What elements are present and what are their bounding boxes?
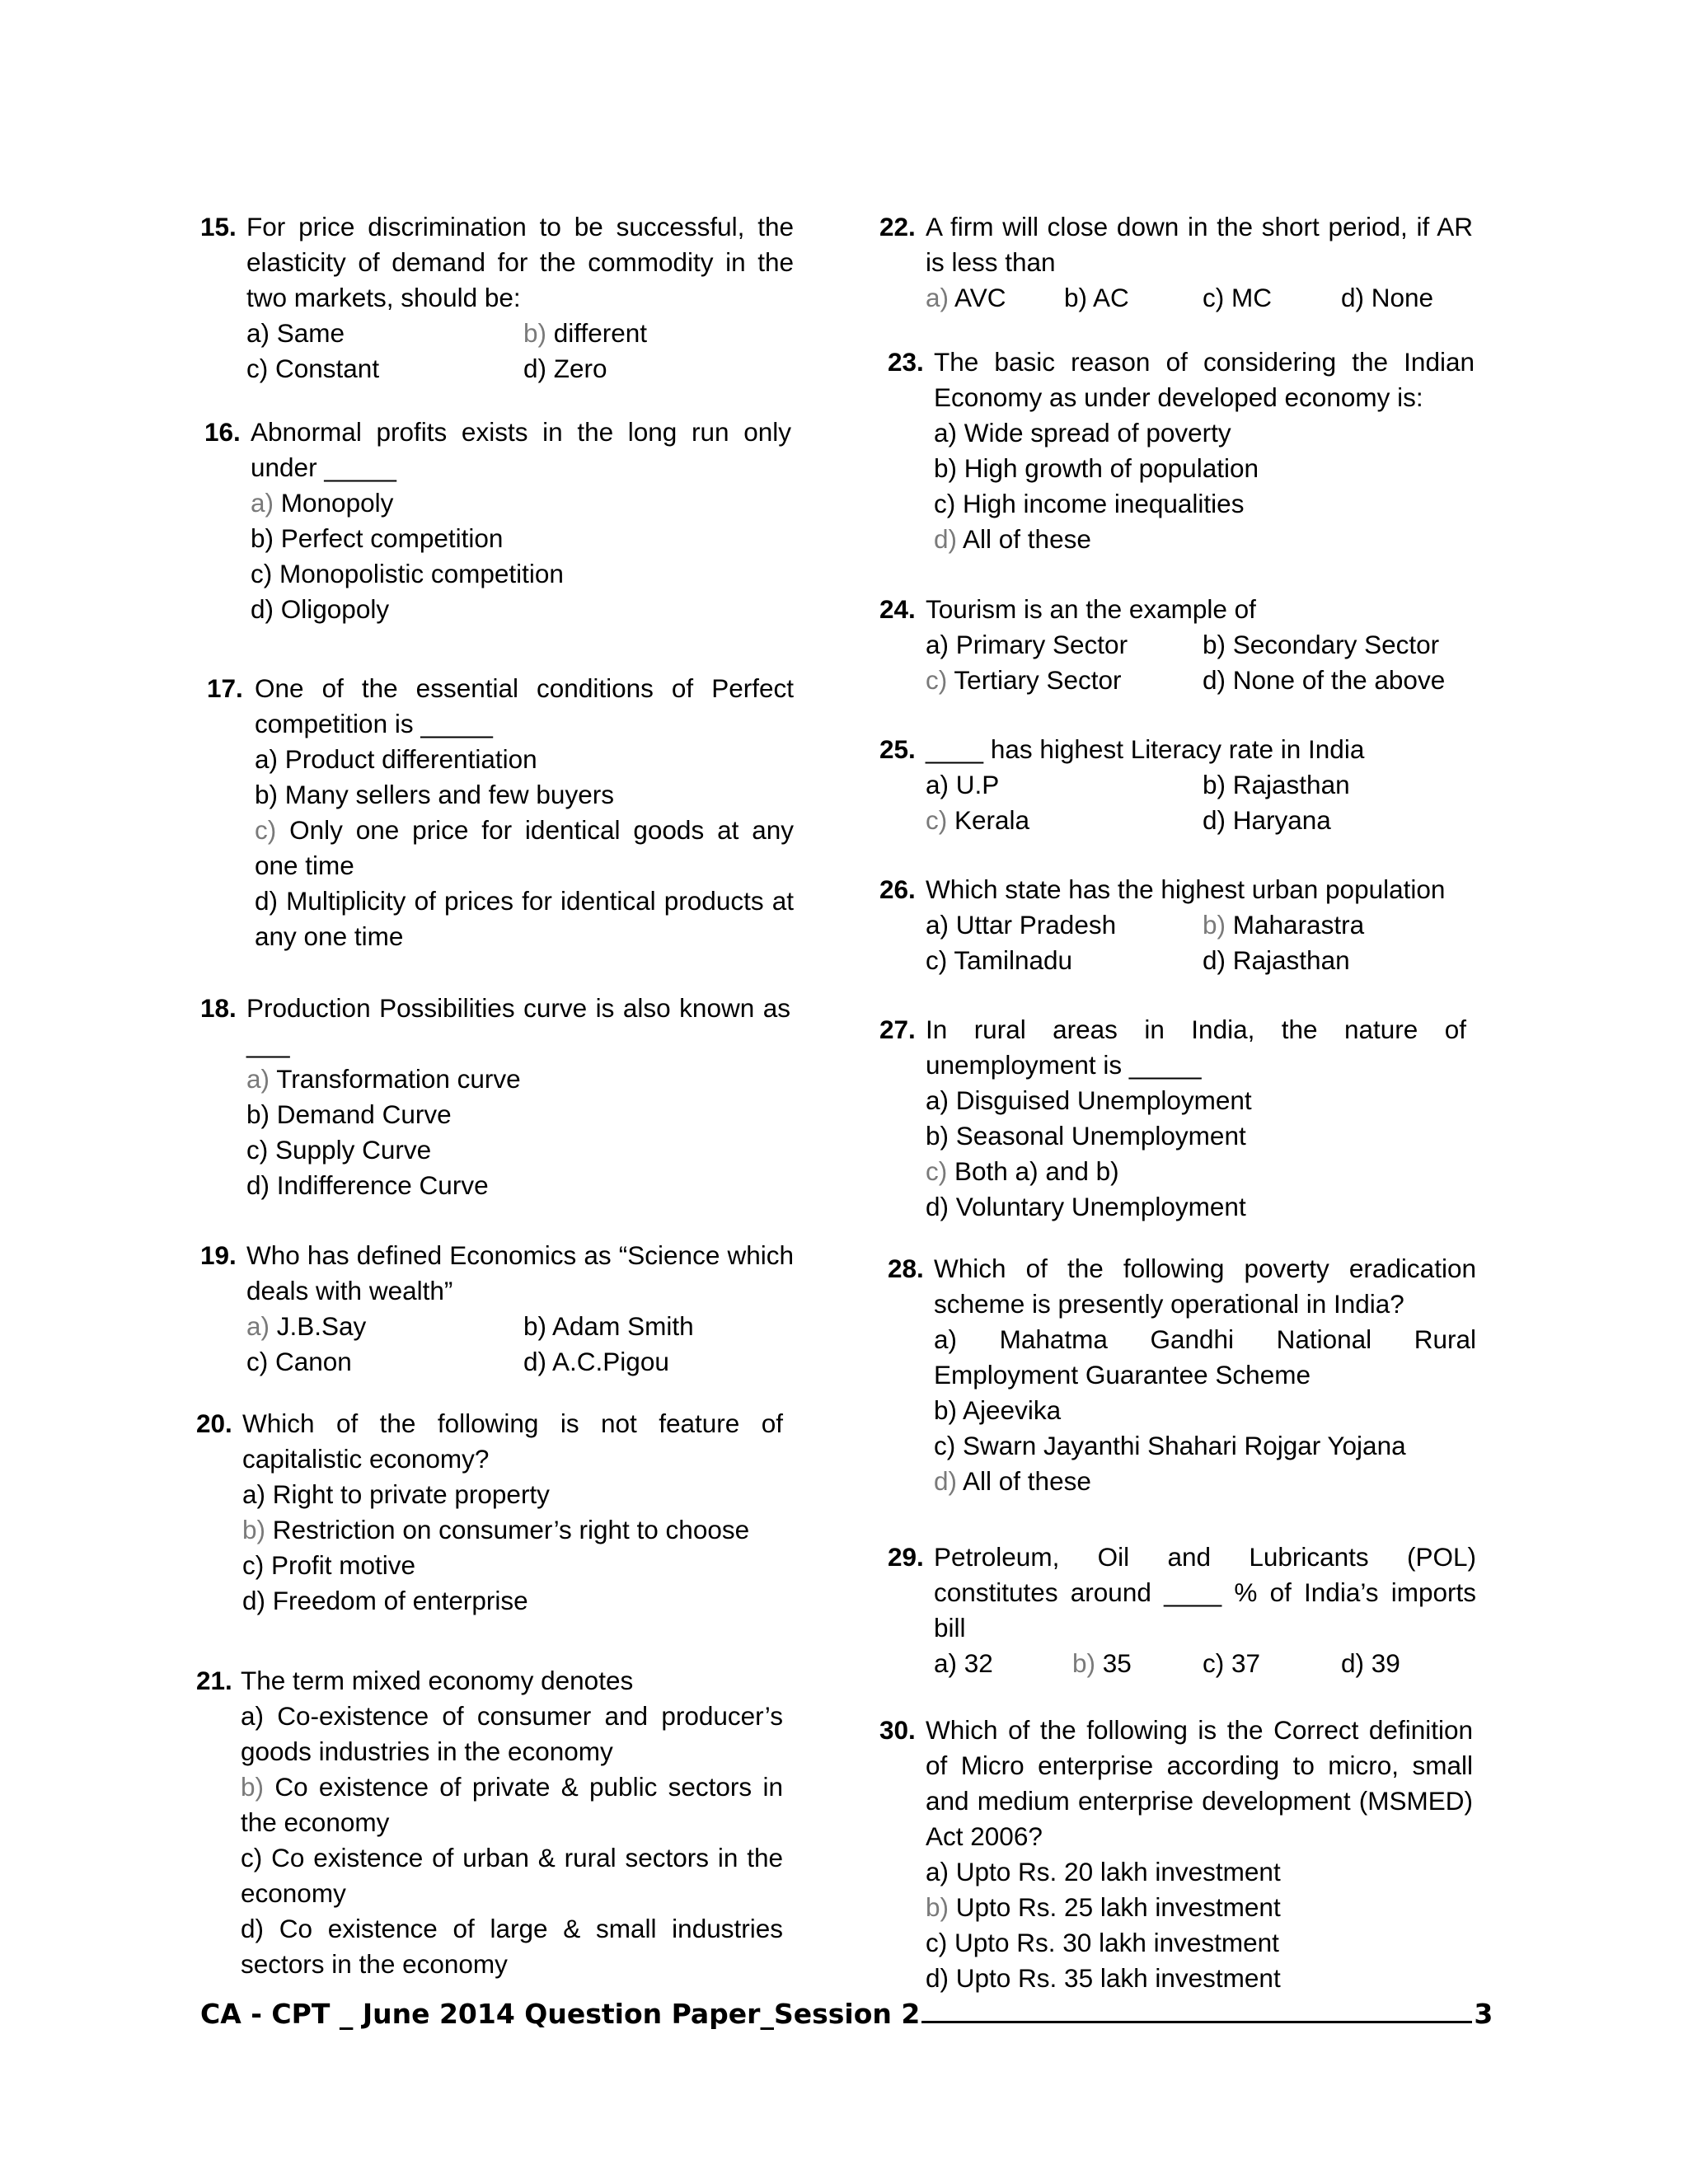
option-d [1203, 663, 1445, 698]
option-text: Adam Smith [546, 1311, 694, 1341]
option-b [242, 1512, 783, 1548]
question-number: 16. [204, 417, 241, 447]
option-letter: a) [926, 910, 950, 940]
option-c [926, 803, 1029, 838]
option-text: Haryana [1226, 805, 1331, 835]
option-letter: b) [242, 1515, 266, 1544]
option-a [934, 415, 1475, 451]
option-letter: d) [1203, 665, 1226, 695]
option-text: Upto Rs. 35 lakh investment [949, 1963, 1281, 1993]
option-letter: b) [1203, 910, 1226, 940]
option-text: Primary Sector [949, 630, 1128, 659]
option-letter: a) [242, 1479, 266, 1509]
option-text: Indifference Curve [270, 1170, 489, 1200]
question-number: 30. [879, 1715, 916, 1745]
option-a [246, 1309, 366, 1344]
option-letter: d) [246, 1170, 270, 1200]
option-letter: d) [242, 1586, 266, 1615]
option-letter: b) [1072, 1648, 1096, 1678]
question-stem: The term mixed economy denotes [241, 1666, 634, 1695]
option-letter: c) [926, 1156, 948, 1186]
question-number: 20. [196, 1408, 232, 1438]
option-letter: b) [1203, 770, 1226, 799]
option-a [251, 485, 791, 521]
option-text: All of these [957, 524, 1091, 554]
option-d [1341, 280, 1433, 316]
question-stem: Which of the following poverty eradication scheme is presently operational in India? [934, 1254, 1476, 1319]
question-19 [200, 1238, 794, 1382]
option-c [934, 486, 1475, 522]
option-letter: b) [1064, 283, 1088, 312]
option-row [926, 907, 1473, 943]
option-a [926, 907, 1116, 943]
option-letter: d) [1341, 1648, 1365, 1678]
option-b [1203, 627, 1439, 663]
question-stem: Who has defined Economics as “Science which deals with wealth” [246, 1240, 794, 1305]
option-text: Upto Rs. 20 lakh investment [949, 1857, 1281, 1886]
question-stem: ____ has highest Literacy rate in India [926, 734, 1365, 764]
question-26 [879, 872, 1489, 983]
option-letter: a) [926, 1857, 950, 1886]
question-number: 27. [879, 1015, 916, 1044]
question-15 [200, 209, 794, 387]
footer-rule [921, 2021, 1472, 2023]
option-text: Co existence of urban & rural sectors in the economy [241, 1843, 783, 1908]
question-number: 18. [200, 993, 237, 1023]
question-stem: Abnormal profits exists in the long run only under _____ [251, 417, 791, 482]
option-a [246, 316, 345, 351]
option-letter: a) [934, 418, 958, 448]
option-text: Disguised Unemployment [949, 1085, 1252, 1115]
option-a [246, 1062, 790, 1097]
question-stem: Tourism is an the example of [926, 594, 1256, 624]
option-text: Swarn Jayanthi Shahari Rojgar Yojana [955, 1431, 1406, 1460]
option-letter: c) [246, 354, 269, 383]
option-row [934, 1646, 1476, 1681]
option-letter: a) [246, 318, 270, 348]
question-number: 26. [879, 874, 916, 904]
option-text: High income inequalities [955, 489, 1245, 518]
option-letter: b) [934, 1395, 958, 1425]
option-text: None [1364, 283, 1434, 312]
question-number: 22. [879, 212, 916, 241]
question-16 [204, 415, 794, 637]
option-a [934, 1646, 993, 1681]
option-row [926, 803, 1473, 838]
option-text: Upto Rs. 30 lakh investment [947, 1928, 1279, 1957]
footer-title: CA - CPT _ June 2014 Question Paper_Session 2 [200, 1998, 921, 2030]
option-text: Zero [546, 354, 607, 383]
option-text: Profit motive [264, 1550, 416, 1580]
option-letter: b) [523, 318, 547, 348]
option-letter: d) [926, 1963, 950, 1993]
option-b [934, 451, 1475, 486]
question-27 [879, 1012, 1489, 1230]
option-letter: c) [246, 1135, 269, 1165]
option-c [246, 351, 379, 387]
option-text: AVC [949, 283, 1006, 312]
option-letter: a) [241, 1701, 265, 1731]
option-text: None of the above [1226, 665, 1446, 695]
option-c [246, 1132, 790, 1168]
option-a [242, 1477, 783, 1512]
option-text: Co-existence of consumer and producer’s goods industries in the economy [241, 1701, 783, 1766]
option-row [246, 1344, 794, 1380]
option-letter: d) [251, 594, 274, 624]
option-letter: d) [934, 1466, 958, 1496]
option-d [934, 1464, 1476, 1499]
option-letter: d) [241, 1914, 265, 1943]
option-row [246, 316, 794, 351]
option-text: Same [270, 318, 345, 348]
option-a [926, 1083, 1466, 1118]
option-letter: a) [926, 1085, 950, 1115]
option-letter: c) [926, 805, 948, 835]
option-letter: a) [926, 770, 950, 799]
question-stem: Which state has the highest urban population [926, 874, 1446, 904]
option-letter: d) [523, 1347, 547, 1376]
question-number: 21. [196, 1666, 232, 1695]
option-c [1203, 1646, 1260, 1681]
question-stem: A firm will close down in the short period, if AR is less than [926, 212, 1473, 277]
option-text: 37 [1224, 1648, 1261, 1678]
option-b [1203, 767, 1350, 803]
question-number: 23. [888, 347, 924, 377]
option-b [255, 777, 794, 813]
question-stem: Which of the following is not feature of capitalistic economy? [242, 1408, 783, 1474]
option-text: Tertiary Sector [947, 665, 1122, 695]
option-text: Monopoly [274, 488, 394, 518]
option-b [926, 1118, 1466, 1154]
option-letter: c) [934, 489, 956, 518]
option-text: Product differentiation [278, 744, 537, 774]
option-letter: c) [926, 1928, 948, 1957]
option-c [934, 1428, 1476, 1464]
option-letter: d) [1203, 945, 1226, 975]
question-25 [879, 732, 1489, 843]
option-text: Canon [268, 1347, 352, 1376]
question-30 [879, 1713, 1489, 1993]
option-b [934, 1393, 1476, 1428]
question-20 [196, 1406, 794, 1620]
option-text: 35 [1095, 1648, 1132, 1678]
question-22 [879, 209, 1489, 325]
option-text: Perfect competition [274, 523, 504, 553]
option-text: Constant [268, 354, 380, 383]
option-d [255, 883, 794, 954]
option-text: Rajasthan [1226, 770, 1350, 799]
option-letter: c) [255, 815, 277, 845]
option-letter: b) [1203, 630, 1226, 659]
option-letter: c) [242, 1550, 265, 1580]
option-row [926, 943, 1473, 978]
option-text: Voluntary Unemployment [949, 1192, 1246, 1221]
option-c [926, 1154, 1466, 1189]
option-c [255, 813, 794, 883]
option-row [246, 1309, 794, 1344]
option-a [926, 280, 1006, 316]
option-letter: b) [523, 1311, 547, 1341]
option-d [1203, 803, 1331, 838]
option-text: Rajasthan [1226, 945, 1350, 975]
option-b [523, 1309, 694, 1344]
option-row [926, 627, 1473, 663]
option-c [926, 1925, 1473, 1961]
option-text: Multiplicity of prices for identical products at any one time [255, 886, 794, 951]
question-stem: The basic reason of considering the Indian Economy as under developed economy is: [934, 347, 1475, 412]
option-letter: d) [1203, 805, 1226, 835]
option-letter: c) [241, 1843, 263, 1872]
question-number: 19. [200, 1240, 237, 1270]
option-row [246, 351, 794, 387]
question-number: 28. [888, 1254, 924, 1283]
option-c [1203, 280, 1272, 316]
option-text: Freedom of enterprise [265, 1586, 528, 1615]
question-stem: For price discrimination to be successful, the elasticity of demand for the commodity in the two markets, should be: [246, 212, 794, 312]
option-text: Secondary Sector [1226, 630, 1440, 659]
option-d [523, 1344, 669, 1380]
option-text: High growth of population [957, 453, 1259, 483]
option-text: AC [1087, 283, 1129, 312]
option-letter: d) [926, 1192, 950, 1221]
option-text: 39 [1364, 1648, 1400, 1678]
option-letter: b) [255, 780, 279, 809]
option-letter: c) [251, 559, 273, 588]
question-stem: In rural areas in India, the nature of unemployment is _____ [926, 1015, 1466, 1080]
question-28 [888, 1251, 1489, 1507]
option-letter: a) [246, 1064, 270, 1094]
question-stem: Production Possibilities curve is also known as ___ [246, 993, 790, 1058]
option-text: Demand Curve [270, 1099, 452, 1129]
option-letter: b) [246, 1099, 270, 1129]
option-letter: a) [251, 488, 274, 518]
option-letter: c) [1203, 283, 1225, 312]
option-d [246, 1168, 790, 1203]
question-stem: Which of the following is the Correct definition of Micro enterprise according to micro, small and medium enterprise development (MSMED) Act 2006? [926, 1715, 1473, 1851]
option-letter: b) [926, 1892, 950, 1922]
page-number: 3 [1474, 1998, 1493, 2030]
option-text: Wide spread of poverty [957, 418, 1231, 448]
option-letter: c) [246, 1347, 269, 1376]
option-letter: b) [926, 1121, 950, 1151]
option-letter: d) [934, 524, 958, 554]
question-number: 17. [207, 673, 243, 703]
option-row [926, 767, 1473, 803]
option-c [246, 1344, 352, 1380]
option-d [241, 1911, 783, 1982]
option-text: different [546, 318, 648, 348]
option-letter: a) [926, 283, 950, 312]
option-a [926, 767, 999, 803]
option-letter: a) [934, 1648, 958, 1678]
option-text: Supply Curve [268, 1135, 432, 1165]
question-number: 25. [879, 734, 916, 764]
option-c [241, 1840, 783, 1911]
option-letter: c) [934, 1431, 956, 1460]
option-b [523, 316, 647, 351]
option-a [934, 1322, 1476, 1393]
option-text: Maharastra [1226, 910, 1365, 940]
option-b [246, 1097, 790, 1132]
option-b [1072, 1646, 1132, 1681]
option-d [251, 592, 791, 627]
option-letter: a) [255, 744, 279, 774]
option-text: A.C.Pigou [546, 1347, 669, 1376]
option-text: Co existence of private & public sectors in the economy [241, 1772, 783, 1837]
option-c [926, 943, 1072, 978]
question-number: 29. [888, 1542, 924, 1572]
option-text: Uttar Pradesh [949, 910, 1117, 940]
option-letter: d) [523, 354, 547, 383]
option-text: Seasonal Unemployment [949, 1121, 1246, 1151]
option-letter: d) [255, 886, 279, 916]
question-number: 15. [200, 212, 237, 241]
option-letter: a) [934, 1324, 958, 1354]
option-text: MC [1224, 283, 1272, 312]
option-text: Transformation curve [270, 1064, 521, 1094]
option-text: Co existence of large & small industries sectors in the economy [241, 1914, 783, 1979]
option-letter: c) [1203, 1648, 1225, 1678]
option-b [1064, 280, 1129, 316]
question-18 [200, 991, 794, 1205]
option-text: Only one price for identical goods at any one time [255, 815, 794, 880]
question-24 [879, 592, 1489, 703]
option-text: U.P [949, 770, 1000, 799]
option-letter: c) [926, 945, 948, 975]
option-b [926, 1890, 1473, 1925]
option-a [926, 1854, 1473, 1890]
option-b [251, 521, 791, 556]
option-text: Tamilnadu [947, 945, 1073, 975]
option-letter: d) [1341, 283, 1365, 312]
option-text: Right to private property [265, 1479, 550, 1509]
option-a [926, 627, 1128, 663]
option-d [523, 351, 607, 387]
option-text: Both a) and b) [947, 1156, 1119, 1186]
option-text: Restriction on consumer’s right to choose [265, 1515, 750, 1544]
option-text: Many sellers and few buyers [278, 780, 614, 809]
option-a [241, 1699, 783, 1769]
question-stem: One of the essential conditions of Perfect competition is _____ [255, 673, 794, 738]
option-letter: a) [246, 1311, 270, 1341]
option-c [242, 1548, 783, 1583]
option-text: J.B.Say [270, 1311, 367, 1341]
page-footer [200, 1998, 1493, 2030]
question-29 [888, 1540, 1489, 1688]
option-d [926, 1961, 1473, 1996]
option-text: Upto Rs. 25 lakh investment [949, 1892, 1281, 1922]
question-23 [888, 344, 1489, 563]
option-text: Kerala [947, 805, 1030, 835]
option-b [1203, 907, 1364, 943]
option-a [255, 742, 794, 777]
option-letter: b) [934, 453, 958, 483]
option-c [926, 663, 1122, 698]
option-text: Oligopoly [274, 594, 390, 624]
option-text: Ajeevika [957, 1395, 1062, 1425]
option-d [1341, 1646, 1400, 1681]
question-21 [196, 1663, 794, 1985]
option-d [242, 1583, 783, 1619]
option-letter: a) [926, 630, 950, 659]
option-b [241, 1769, 783, 1840]
option-d [934, 522, 1475, 557]
option-letter: b) [241, 1772, 265, 1802]
option-text: 32 [957, 1648, 993, 1678]
option-text: Mahatma Gandhi National Rural Employment Guarantee Scheme [934, 1324, 1476, 1390]
option-text: All of these [957, 1466, 1091, 1496]
question-stem: Petroleum, Oil and Lubricants (POL) constitutes around ____ % of India’s imports bill [934, 1542, 1476, 1643]
option-c [251, 556, 791, 592]
option-row [926, 280, 1473, 316]
option-row [926, 663, 1473, 698]
option-d [926, 1189, 1466, 1225]
option-letter: c) [926, 665, 948, 695]
question-17 [207, 671, 794, 959]
option-d [1203, 943, 1350, 978]
option-letter: b) [251, 523, 274, 553]
question-number: 24. [879, 594, 916, 624]
option-text: Monopolistic competition [272, 559, 564, 588]
